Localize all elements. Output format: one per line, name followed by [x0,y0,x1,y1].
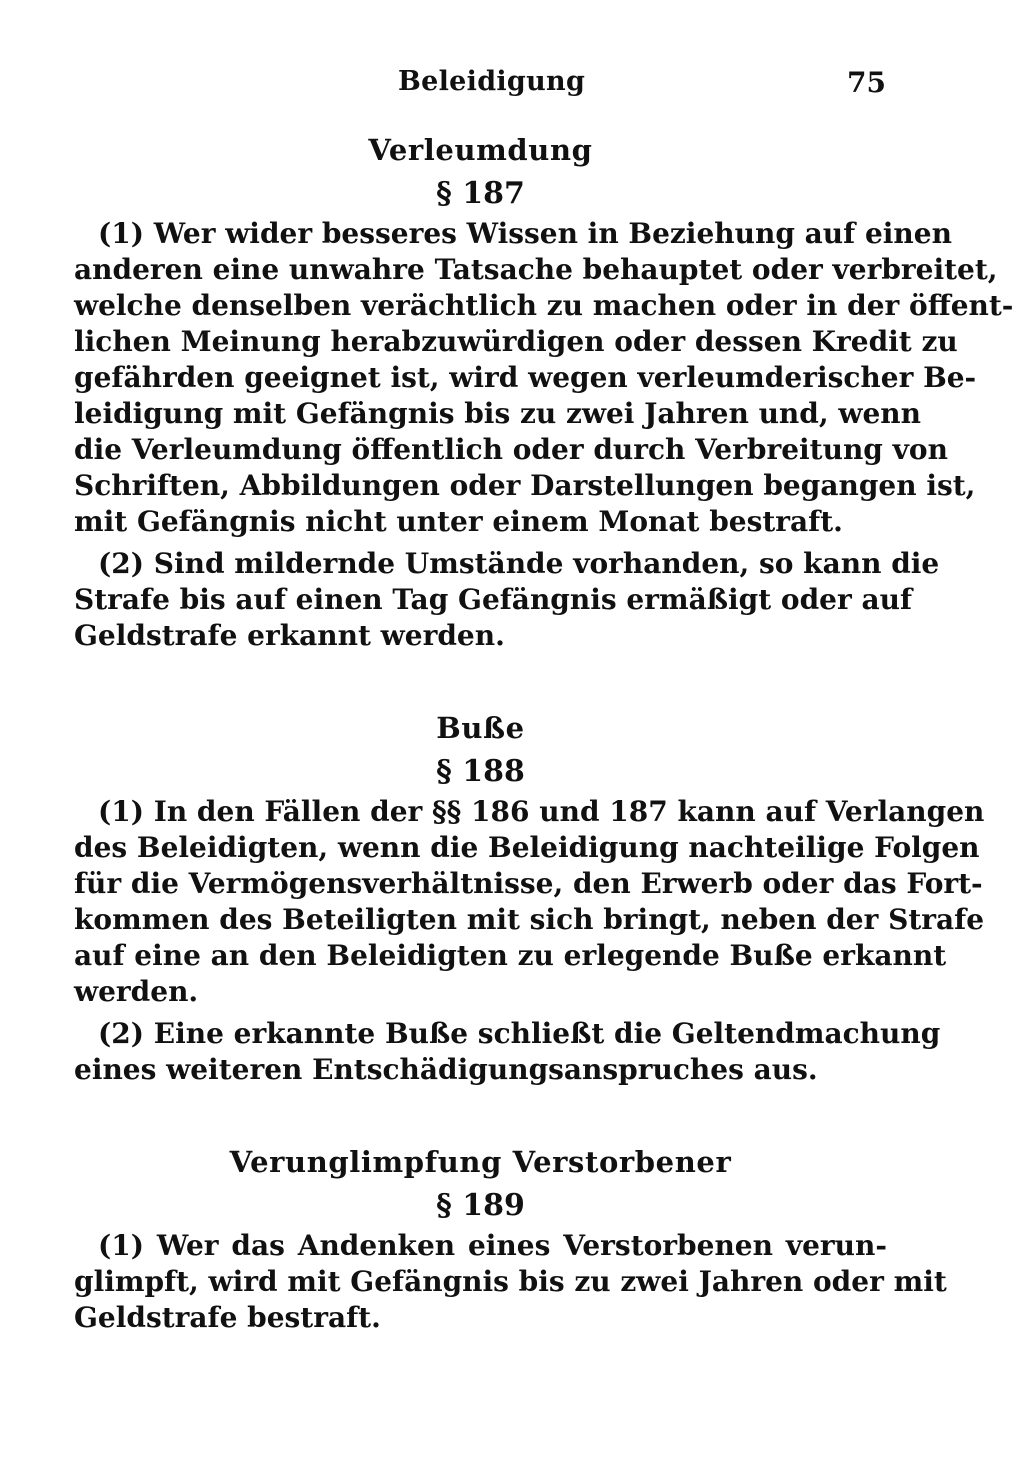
text-line: (1) Wer wider besseres Wissen in Beziehung auf einen [98,217,952,250]
text-line: lichen Meinung herabzuwürdigen oder dessen Kredit zu [74,325,958,358]
section-188 [74,706,985,1094]
text-line: werden. [74,975,199,1008]
text-line: (2) Eine erkannte Buße schließt die Geltendmachung [98,1017,941,1050]
text-line: des Beleidigten, wenn die Beleidigung nachteilige Folgen [74,831,980,864]
text-line: Geldstrafe erkannt werden. [74,619,505,652]
text-line: die Verleumdung öffentlich oder durch Verbreitung von [74,433,948,466]
clause-2 [74,1016,941,1088]
text-line: eines weiteren Entschädigungsanspruches aus. [74,1053,818,1086]
section-number: § 187 [436,176,525,211]
section-title: Verleumdung [368,133,593,167]
section-title: Verunglimpfung Verstorbener [229,1145,732,1179]
text-line: kommen des Beteiligten mit sich bringt, neben der Strafe [74,903,985,936]
text-line: Schriften, Abbildungen oder Darstellungen begangen ist, [74,469,976,502]
text-line: (1) Wer das Andenken eines Verstorbenen verun- [98,1229,887,1262]
text-line: leidigung mit Gefängnis bis zu zwei Jahren und, wenn [74,397,921,430]
section-number: § 188 [436,754,525,789]
section-189 [74,1140,947,1342]
running-title: Beleidigung [398,66,586,97]
text-line: Strafe bis auf einen Tag Gefängnis ermäßigt oder auf [74,583,913,616]
text-line: Geldstrafe bestraft. [74,1301,381,1334]
clause-1 [74,1228,947,1336]
text-line: gefährden geeignet ist, wird wegen verleumderischer Be- [74,361,977,394]
section-title: Buße [436,711,525,745]
text-line: anderen eine unwahre Tatsache behauptet oder verbreitet, [74,253,998,286]
text-line: welche denselben verächtlich zu machen oder in der öffent- [74,289,1014,322]
clause-2 [74,546,940,654]
clause-1 [74,794,985,1010]
section-187 [74,128,1014,660]
text-line: auf eine an den Beleidigten zu erlegende Buße erkannt [74,939,947,972]
section-number: § 189 [436,1188,525,1223]
text-line: für die Vermögensverhältnisse, den Erwerb oder das Fort- [74,867,983,900]
text-line: (2) Sind mildernde Umstände vorhanden, so kann die [98,547,940,580]
text-line: mit Gefängnis nicht unter einem Monat bestraft. [74,505,843,538]
clause-1 [74,216,1014,540]
page-number: 75 [847,66,886,99]
text-line: glimpft, wird mit Gefängnis bis zu zwei Jahren oder mit [74,1265,947,1298]
text-line: (1) In den Fällen der §§ 186 und 187 kann auf Verlangen [98,795,985,828]
